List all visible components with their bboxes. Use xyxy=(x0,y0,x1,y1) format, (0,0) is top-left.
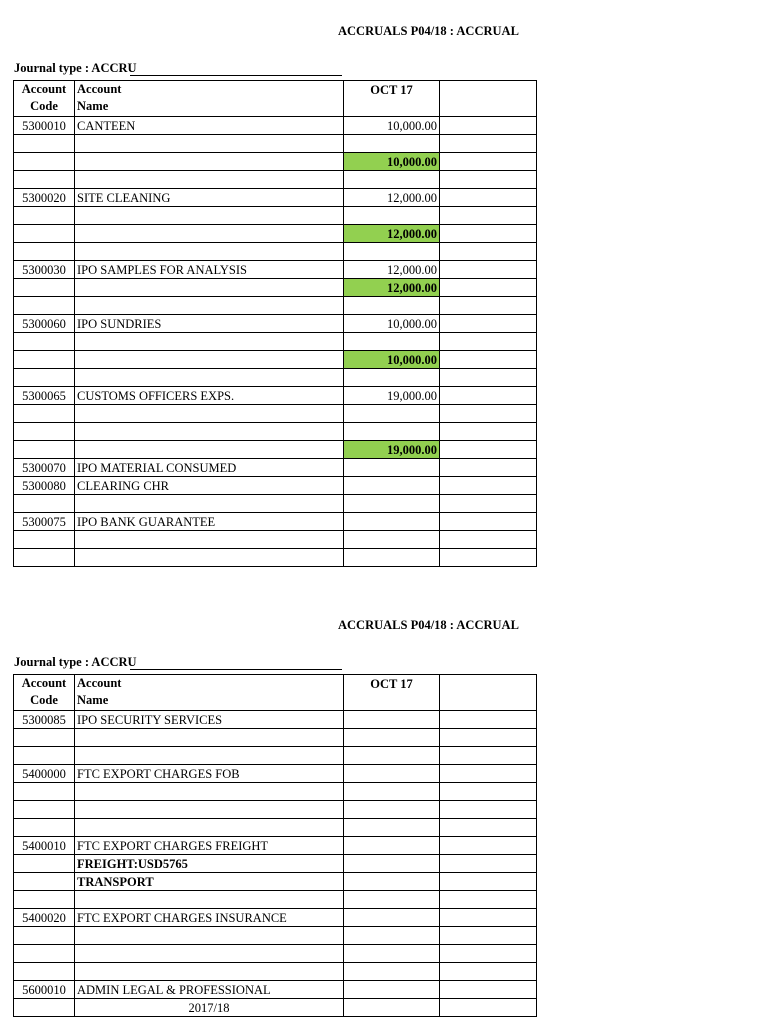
table-row xyxy=(14,153,537,171)
extra-cell xyxy=(440,279,537,297)
extra-cell xyxy=(440,531,537,549)
amount-cell xyxy=(344,369,440,387)
account-name-cell: IPO SAMPLES FOR ANALYSIS xyxy=(75,261,344,279)
table-row xyxy=(14,729,537,747)
account-name-cell xyxy=(75,297,344,315)
amount-cell xyxy=(344,711,440,729)
account-name-cell xyxy=(75,783,344,801)
amount-cell: 10,000.00 xyxy=(344,315,440,333)
extra-cell xyxy=(440,117,537,135)
account-code-cell: 5300075 xyxy=(14,513,75,531)
account-name-cell: ADMIN LEGAL & PROFESSIONAL xyxy=(75,981,344,999)
extra-cell xyxy=(440,783,537,801)
table-row xyxy=(14,873,537,891)
table-row xyxy=(14,459,537,477)
table-row xyxy=(14,801,537,819)
amount-cell xyxy=(344,495,440,513)
account-code-cell xyxy=(14,495,75,513)
account-code-cell: 5300085 xyxy=(14,711,75,729)
account-code-cell xyxy=(14,369,75,387)
amount-cell xyxy=(344,783,440,801)
table-row xyxy=(14,999,537,1017)
account-code-cell xyxy=(14,225,75,243)
account-name-cell xyxy=(75,531,344,549)
table-row xyxy=(14,279,537,297)
amount-cell xyxy=(344,243,440,261)
section1-title: ACCRUALS P04/18 : ACCRUAL xyxy=(338,24,519,38)
account-name-cell xyxy=(75,207,344,225)
extra-cell xyxy=(440,333,537,351)
table-row xyxy=(14,297,537,315)
amount-cell xyxy=(344,729,440,747)
table-row xyxy=(14,927,537,945)
amount-cell xyxy=(344,945,440,963)
amount-cell xyxy=(344,837,440,855)
amount-cell xyxy=(344,423,440,441)
account-name-cell xyxy=(75,171,344,189)
account-code-cell xyxy=(14,333,75,351)
amount-cell xyxy=(344,963,440,981)
extra-cell xyxy=(440,711,537,729)
table-row xyxy=(14,531,537,549)
account-code-cell xyxy=(14,405,75,423)
account-name-cell xyxy=(75,225,344,243)
amount-cell xyxy=(344,459,440,477)
subtotal-amount-cell: 10,000.00 xyxy=(344,153,440,171)
account-code-cell xyxy=(14,963,75,981)
account-code-cell xyxy=(14,531,75,549)
extra-cell xyxy=(440,225,537,243)
table-row xyxy=(14,981,537,999)
table-row xyxy=(14,243,537,261)
extra-cell xyxy=(440,927,537,945)
amount-cell xyxy=(344,981,440,999)
subtotal-amount-cell: 12,000.00 xyxy=(344,225,440,243)
extra-cell xyxy=(440,549,537,567)
account-name-cell xyxy=(75,369,344,387)
header-period: OCT 17 xyxy=(344,81,440,117)
table-row xyxy=(14,855,537,873)
section2-journal-type: Journal type : ACCRU xyxy=(14,655,137,669)
amount-cell xyxy=(344,171,440,189)
header-extra xyxy=(440,675,537,711)
amount-cell xyxy=(344,549,440,567)
account-name-cell xyxy=(75,945,344,963)
table-header-row xyxy=(14,675,537,711)
table-row xyxy=(14,477,537,495)
extra-cell xyxy=(440,207,537,225)
account-code-cell xyxy=(14,927,75,945)
table-row xyxy=(14,909,537,927)
amount-cell xyxy=(344,531,440,549)
account-code-cell xyxy=(14,999,75,1017)
table-row xyxy=(14,441,537,459)
account-code-cell xyxy=(14,423,75,441)
account-code-cell xyxy=(14,549,75,567)
account-name-cell: IPO SECURITY SERVICES xyxy=(75,711,344,729)
extra-cell xyxy=(440,315,537,333)
amount-cell xyxy=(344,891,440,909)
account-code-cell: 5400010 xyxy=(14,837,75,855)
extra-cell xyxy=(440,873,537,891)
account-code-cell xyxy=(14,729,75,747)
amount-cell xyxy=(344,333,440,351)
amount-cell xyxy=(344,765,440,783)
extra-cell xyxy=(440,243,537,261)
table-row xyxy=(14,945,537,963)
section1-table xyxy=(13,80,537,567)
account-name-cell: IPO BANK GUARANTEE xyxy=(75,513,344,531)
account-code-cell xyxy=(14,873,75,891)
table-row xyxy=(14,819,537,837)
account-code-cell: 5300020 xyxy=(14,189,75,207)
amount-cell xyxy=(344,513,440,531)
account-code-cell: 5400020 xyxy=(14,909,75,927)
header-account-code: Account Code xyxy=(14,81,75,117)
extra-cell xyxy=(440,729,537,747)
account-name-cell xyxy=(75,351,344,369)
amount-cell xyxy=(344,999,440,1017)
header-extra xyxy=(440,81,537,117)
table-header-row xyxy=(14,81,537,117)
amount-cell xyxy=(344,747,440,765)
account-name-cell xyxy=(75,927,344,945)
subtotal-amount-cell: 12,000.00 xyxy=(344,279,440,297)
account-name-cell xyxy=(75,153,344,171)
section2-journal-underline xyxy=(130,669,342,670)
account-name-cell: CLEARING CHR xyxy=(75,477,344,495)
extra-cell xyxy=(440,153,537,171)
extra-cell xyxy=(440,513,537,531)
account-code-cell xyxy=(14,819,75,837)
amount-cell xyxy=(344,477,440,495)
header-account-code: Account Code xyxy=(14,675,75,711)
account-name-cell: FREIGHT:USD5765 xyxy=(75,855,344,873)
amount-cell xyxy=(344,873,440,891)
account-code-cell xyxy=(14,153,75,171)
extra-cell xyxy=(440,891,537,909)
account-name-cell xyxy=(75,405,344,423)
extra-cell xyxy=(440,765,537,783)
account-name-cell xyxy=(75,549,344,567)
account-name-cell: FTC EXPORT CHARGES FREIGHT xyxy=(75,837,344,855)
account-code-cell xyxy=(14,855,75,873)
extra-cell xyxy=(440,441,537,459)
amount-cell xyxy=(344,927,440,945)
account-code-cell: 5300060 xyxy=(14,315,75,333)
table-row xyxy=(14,711,537,729)
account-code-cell: 5600010 xyxy=(14,981,75,999)
extra-cell xyxy=(440,171,537,189)
table-row xyxy=(14,891,537,909)
account-name-cell xyxy=(75,729,344,747)
account-code-cell: 5300010 xyxy=(14,117,75,135)
table-row xyxy=(14,207,537,225)
account-name-cell xyxy=(75,279,344,297)
table-row xyxy=(14,387,537,405)
extra-cell xyxy=(440,855,537,873)
amount-cell xyxy=(344,855,440,873)
table-row xyxy=(14,261,537,279)
extra-cell xyxy=(440,981,537,999)
account-code-cell: 5300080 xyxy=(14,477,75,495)
extra-cell xyxy=(440,963,537,981)
account-code-cell xyxy=(14,279,75,297)
account-code-cell xyxy=(14,297,75,315)
extra-cell xyxy=(440,819,537,837)
table-row xyxy=(14,423,537,441)
account-name-cell: IPO MATERIAL CONSUMED xyxy=(75,459,344,477)
account-code-cell: 5300070 xyxy=(14,459,75,477)
section2-table xyxy=(13,674,537,1017)
account-name-cell: FTC EXPORT CHARGES INSURANCE xyxy=(75,909,344,927)
account-name-cell xyxy=(75,243,344,261)
account-name-cell xyxy=(75,333,344,351)
account-code-cell xyxy=(14,945,75,963)
account-code-cell xyxy=(14,747,75,765)
table-row xyxy=(14,513,537,531)
extra-cell xyxy=(440,459,537,477)
extra-cell xyxy=(440,351,537,369)
account-name-cell xyxy=(75,891,344,909)
account-code-cell xyxy=(14,207,75,225)
extra-cell xyxy=(440,909,537,927)
amount-cell xyxy=(344,207,440,225)
table-row xyxy=(14,549,537,567)
table-row xyxy=(14,369,537,387)
account-code-cell xyxy=(14,891,75,909)
table-row xyxy=(14,963,537,981)
extra-cell xyxy=(440,945,537,963)
table-row xyxy=(14,333,537,351)
account-code-cell xyxy=(14,351,75,369)
account-code-cell xyxy=(14,135,75,153)
amount-cell: 12,000.00 xyxy=(344,189,440,207)
account-name-cell xyxy=(75,423,344,441)
account-code-cell: 5400000 xyxy=(14,765,75,783)
subtotal-amount-cell: 19,000.00 xyxy=(344,441,440,459)
account-name-cell: TRANSPORT xyxy=(75,873,344,891)
account-name-cell xyxy=(75,135,344,153)
extra-cell xyxy=(440,135,537,153)
subtotal-amount-cell: 10,000.00 xyxy=(344,351,440,369)
account-name-cell xyxy=(75,963,344,981)
account-code-cell xyxy=(14,783,75,801)
account-name-cell xyxy=(75,495,344,513)
section2-title: ACCRUALS P04/18 : ACCRUAL xyxy=(338,618,519,632)
extra-cell xyxy=(440,297,537,315)
extra-cell xyxy=(440,261,537,279)
account-name-cell: FTC EXPORT CHARGES FOB xyxy=(75,765,344,783)
amount-cell: 10,000.00 xyxy=(344,117,440,135)
account-code-cell: 5300065 xyxy=(14,387,75,405)
table-row xyxy=(14,747,537,765)
table-row xyxy=(14,135,537,153)
table-row xyxy=(14,117,537,135)
account-name-cell xyxy=(75,801,344,819)
account-name-cell: CANTEEN xyxy=(75,117,344,135)
extra-cell xyxy=(440,999,537,1017)
extra-cell xyxy=(440,369,537,387)
header-account-name: Account Name xyxy=(75,675,344,711)
account-code-cell xyxy=(14,801,75,819)
table-row xyxy=(14,837,537,855)
header-period: OCT 17 xyxy=(344,675,440,711)
table-row xyxy=(14,225,537,243)
extra-cell xyxy=(440,747,537,765)
header-account-name: Account Name xyxy=(75,81,344,117)
account-name-cell: IPO SUNDRIES xyxy=(75,315,344,333)
extra-cell xyxy=(440,387,537,405)
account-name-cell xyxy=(75,441,344,459)
amount-cell xyxy=(344,297,440,315)
extra-cell xyxy=(440,423,537,441)
account-name-cell: 2017/18 xyxy=(75,999,344,1017)
amount-cell xyxy=(344,405,440,423)
extra-cell xyxy=(440,477,537,495)
account-code-cell: 5300030 xyxy=(14,261,75,279)
extra-cell xyxy=(440,189,537,207)
account-name-cell: SITE CLEANING xyxy=(75,189,344,207)
extra-cell xyxy=(440,495,537,513)
extra-cell xyxy=(440,405,537,423)
account-name-cell: CUSTOMS OFFICERS EXPS. xyxy=(75,387,344,405)
account-code-cell xyxy=(14,171,75,189)
section1-journal-underline xyxy=(130,75,342,76)
amount-cell xyxy=(344,801,440,819)
amount-cell xyxy=(344,909,440,927)
table-row xyxy=(14,189,537,207)
table-row xyxy=(14,765,537,783)
account-name-cell xyxy=(75,747,344,765)
amount-cell: 19,000.00 xyxy=(344,387,440,405)
table-row xyxy=(14,405,537,423)
amount-cell xyxy=(344,819,440,837)
amount-cell: 12,000.00 xyxy=(344,261,440,279)
account-code-cell xyxy=(14,441,75,459)
table-row xyxy=(14,351,537,369)
account-name-cell xyxy=(75,819,344,837)
table-row xyxy=(14,783,537,801)
table-row xyxy=(14,171,537,189)
table-row xyxy=(14,495,537,513)
extra-cell xyxy=(440,837,537,855)
table-row xyxy=(14,315,537,333)
amount-cell xyxy=(344,135,440,153)
extra-cell xyxy=(440,801,537,819)
account-code-cell xyxy=(14,243,75,261)
section1-journal-type: Journal type : ACCRU xyxy=(14,61,137,75)
